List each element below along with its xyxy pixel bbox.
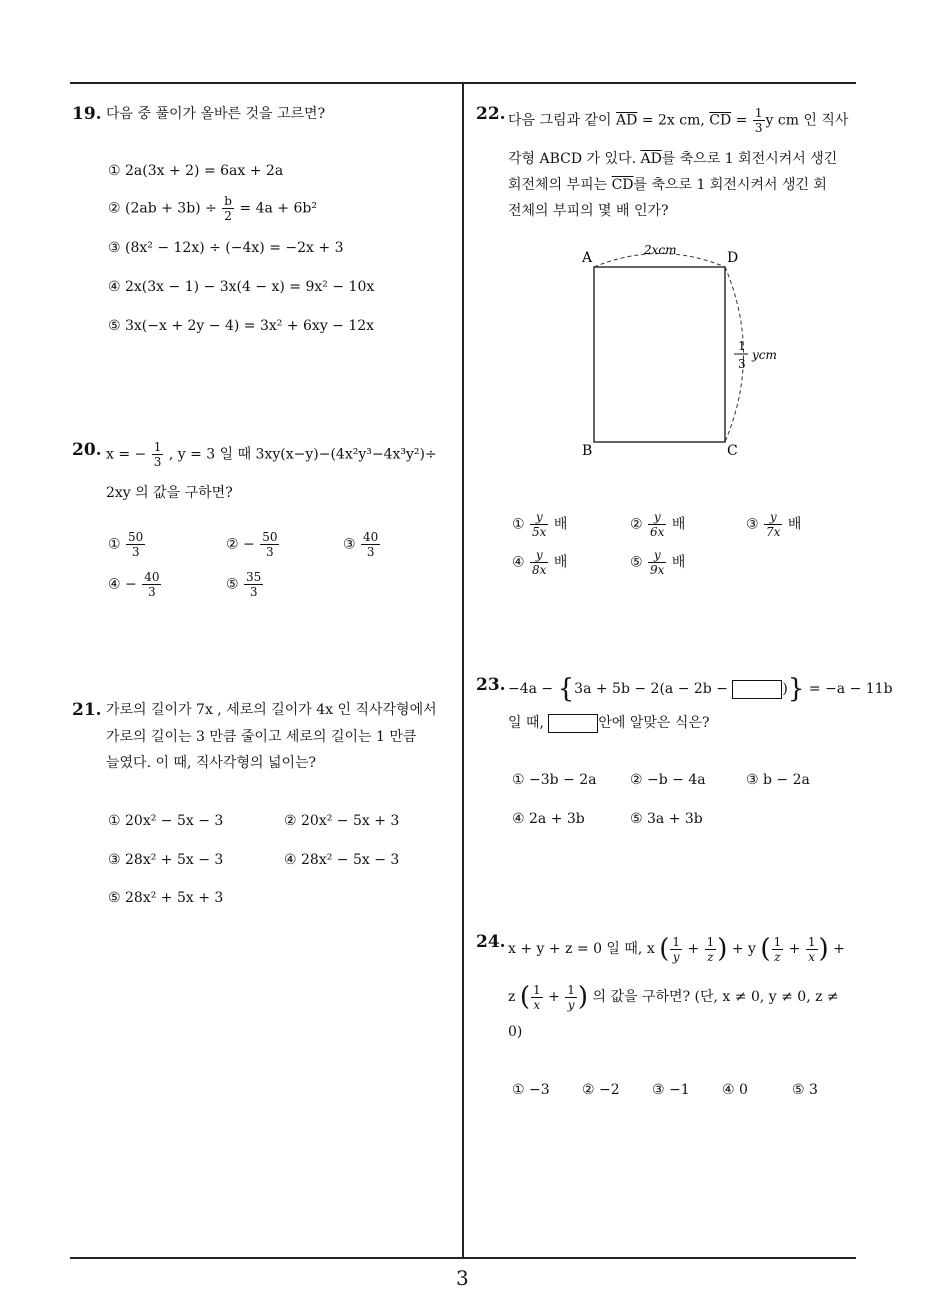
answer-blank-box[interactable] — [732, 680, 782, 699]
fraction — [152, 440, 164, 469]
fraction — [648, 548, 666, 577]
question-stem-line-1 — [508, 934, 845, 964]
choice-3[interactable] — [343, 530, 381, 559]
vertex-a-label: A — [582, 250, 593, 266]
numerator: y — [648, 510, 666, 525]
right-length-numerator: 1 — [738, 339, 746, 353]
stem-text: 3a + 5b − 2(a − 2b − — [574, 681, 728, 697]
choice-5[interactable]: ⑤ 3 — [792, 1082, 818, 1098]
vertex-b-label: B — [582, 443, 593, 459]
choice-2[interactable]: ② 20x² − 5x + 3 — [284, 813, 400, 829]
choice-1[interactable]: ① −3 — [512, 1082, 550, 1098]
stem-text: 를 축으로 1 회전시켜서 생긴 — [661, 151, 838, 167]
question-stem-line-3: 늘였다. 이 때, 직사각형의 넓이는? — [106, 755, 317, 771]
stem-text: x = − — [106, 446, 147, 463]
choice-text: ② (2ab + 3b) ÷ — [108, 200, 217, 217]
choice-mark: ③ — [746, 516, 759, 533]
stem-text: 안에 알맞은 식은? — [598, 715, 710, 731]
segment-label: $\overline{CD}$ — [611, 177, 634, 193]
choice-5[interactable]: ⑤ 3a + 3b — [630, 811, 703, 827]
question-stem-line-3: 0) — [508, 1024, 523, 1040]
stem-text: + — [833, 941, 845, 957]
choice-4[interactable]: ④ 28x² − 5x − 3 — [284, 852, 400, 868]
stem-text: 회전체의 부피는 — [508, 177, 608, 193]
unit-text: 배 — [553, 554, 568, 571]
numerator: 1 — [533, 982, 541, 997]
segment-label: $\overline{AD}$ — [616, 112, 638, 129]
denominator: 3 — [266, 545, 274, 559]
denominator: 3 — [153, 455, 162, 469]
question-number: 19. — [72, 104, 102, 124]
question-stem-line-1 — [508, 674, 893, 704]
question-number: 21. — [72, 700, 102, 720]
numerator: 1 — [153, 440, 162, 454]
fraction — [648, 510, 666, 539]
denominator: 7x — [766, 525, 781, 539]
stem-text: 를 축으로 1 회전시켜서 생긴 회 — [633, 177, 827, 193]
question-stem: 다음 중 풀이가 올바른 것을 고르면? — [106, 106, 326, 122]
choice-1[interactable]: ① 2a(3x + 2) = 6ax + 2a — [108, 163, 284, 179]
fraction — [142, 570, 161, 599]
choice-5[interactable] — [226, 570, 264, 599]
stem-text: 의 값을 구하면? (단, x ≠ 0, y ≠ 0, z ≠ — [592, 989, 839, 1005]
right-length-unit: ycm — [752, 348, 777, 362]
numerator: 40 — [144, 570, 160, 584]
question-stem-line-3 — [508, 174, 827, 194]
numerator: 1 — [754, 106, 763, 120]
denominator: 3 — [249, 585, 258, 599]
fraction — [764, 510, 782, 539]
operator: + — [548, 989, 560, 1005]
rectangle-figure — [570, 238, 800, 468]
choice-mark: ③ — [343, 536, 356, 553]
fraction — [531, 983, 543, 1012]
choice-mark: ① — [512, 516, 525, 533]
fraction — [565, 983, 577, 1012]
numerator: 50 — [262, 530, 278, 544]
choice-1[interactable] — [512, 510, 567, 539]
choice-3[interactable] — [746, 510, 801, 539]
denominator: 3 — [754, 121, 763, 135]
choice-1[interactable]: ① 20x² − 5x − 3 — [108, 813, 224, 829]
choice-3[interactable]: ③ b − 2a — [746, 772, 810, 788]
stem-text: + y — [731, 941, 756, 957]
vertex-c-label: C — [727, 443, 738, 459]
denominator: 8x — [532, 563, 547, 577]
fraction — [530, 510, 548, 539]
question-stem-line-2: 가로의 길이는 3 만큼 줄이고 세로의 길이는 1 만큼 — [106, 729, 417, 745]
numerator: 40 — [363, 530, 379, 544]
denominator: 2 — [224, 209, 232, 223]
numerator: y — [648, 548, 666, 563]
denominator: y — [567, 997, 575, 1012]
choice-1[interactable] — [108, 530, 146, 559]
choice-4[interactable] — [108, 570, 162, 599]
fraction — [222, 194, 234, 223]
numerator: 1 — [807, 934, 816, 949]
numerator: y — [530, 510, 548, 525]
denominator: z — [774, 949, 781, 964]
choice-5[interactable]: ⑤ 3x(−x + 2y − 4) = 3x² + 6xy − 12x — [108, 318, 375, 334]
fraction — [244, 570, 263, 599]
right-paren: ) — [818, 934, 829, 964]
right-length-denominator: 3 — [738, 357, 746, 371]
choice-mark: ② − — [226, 536, 255, 553]
column-divider — [462, 82, 464, 1258]
numerator: 1 — [706, 934, 715, 949]
stem-text: z — [508, 989, 516, 1005]
stem-text: x + y + z = 0 일 때, x — [508, 941, 655, 957]
left-paren: ( — [760, 934, 771, 964]
choice-5[interactable] — [630, 548, 685, 577]
choice-2[interactable] — [108, 194, 317, 223]
question-number: 23. — [476, 675, 506, 695]
numerator: 1 — [567, 982, 575, 997]
vertex-d-label: D — [727, 250, 739, 266]
question-stem-line-4: 전체의 부피의 몇 배 인가? — [508, 203, 669, 219]
unit-text: 배 — [671, 554, 686, 571]
fraction — [126, 530, 145, 559]
choice-4[interactable]: ④ 0 — [722, 1082, 748, 1098]
numerator: y — [530, 548, 548, 563]
answer-blank-box[interactable] — [548, 714, 598, 733]
choice-4[interactable] — [512, 548, 567, 577]
choice-2[interactable]: ② −b − 4a — [630, 772, 706, 788]
question-stem-line-2: 2xy 의 값을 구하면? — [106, 485, 233, 501]
denominator: 3 — [131, 545, 140, 559]
page-number: 3 — [456, 1266, 469, 1290]
choice-4[interactable]: ④ 2a + 3b — [512, 811, 585, 827]
stem-text: −4a − — [508, 681, 554, 697]
fraction — [772, 935, 784, 964]
choice-2[interactable]: ② −2 — [582, 1082, 620, 1098]
unit-text: 배 — [787, 516, 802, 533]
question-number: 24. — [476, 932, 506, 952]
choice-5[interactable]: ⑤ 28x² + 5x + 3 — [108, 890, 224, 906]
bottom-rule — [70, 1257, 856, 1259]
left-brace: { — [557, 674, 575, 704]
denominator: y — [672, 949, 680, 964]
question-stem-line-2 — [508, 148, 837, 168]
choice-mark: ① — [108, 536, 121, 553]
segment-label: $\overline{AD}$ — [640, 151, 662, 167]
unit-text: 배 — [671, 516, 686, 533]
fraction — [753, 106, 765, 135]
denominator: z — [707, 949, 714, 964]
right-paren: ) — [717, 934, 728, 964]
stem-text: y cm 인 직사 — [765, 112, 849, 129]
question-stem-line-2 — [508, 982, 839, 1012]
question-stem-line-1 — [508, 106, 848, 135]
denominator: 6x — [650, 525, 665, 539]
fraction — [361, 530, 380, 559]
choice-1[interactable]: ① −3b − 2a — [512, 772, 597, 788]
question-stem-line-1: 가로의 길이가 7x , 세로의 길이가 4x 인 직사각형에서 — [106, 702, 437, 718]
numerator: 1 — [672, 934, 680, 949]
numerator: 50 — [128, 530, 144, 544]
denominator: 3 — [148, 585, 156, 599]
rectangle-abcd — [594, 267, 725, 442]
choice-3[interactable]: ③ 28x² + 5x − 3 — [108, 852, 224, 868]
question-number: 20. — [72, 440, 102, 460]
stem-text: 다음 그림과 같이 — [508, 112, 612, 129]
choice-3[interactable]: ③ −1 — [652, 1082, 690, 1098]
numerator: y — [764, 510, 782, 525]
question-stem-line-2 — [508, 712, 709, 733]
stem-text: 각형 ABCD 가 있다. — [508, 151, 637, 167]
choice-text: = 4a + 6b² — [239, 200, 317, 217]
stem-text: , y = 3 일 때 3xy(x−y)−(4x²y³−4x³y²)÷ — [168, 446, 437, 463]
fraction — [670, 935, 682, 964]
choice-4[interactable]: ④ 2x(3x − 1) − 3x(4 − x) = 9x² − 10x — [108, 279, 375, 295]
choice-mark: ② — [630, 516, 643, 533]
right-paren: ) — [577, 982, 589, 1012]
denominator: 9x — [650, 563, 665, 577]
question-stem-line-1 — [106, 440, 437, 469]
right-brace: } — [787, 674, 805, 704]
choice-mark: ④ — [512, 554, 525, 571]
stem-text: ) — [782, 681, 788, 697]
choice-mark: ⑤ — [226, 576, 239, 593]
numerator: 1 — [773, 934, 782, 949]
operator: + — [788, 941, 801, 957]
denominator: 5x — [532, 525, 547, 539]
numerator: 35 — [246, 570, 262, 584]
stem-text: = 2x cm, — [641, 112, 705, 129]
left-paren: ( — [659, 934, 670, 964]
choice-mark: ④ − — [108, 576, 137, 593]
stem-text: 일 때, — [508, 715, 544, 731]
left-paren: ( — [519, 982, 530, 1012]
operator: + — [687, 941, 700, 957]
top-length-label: 2xcm — [644, 243, 677, 257]
fraction — [806, 935, 818, 964]
denominator: 3 — [366, 545, 375, 559]
denominator: x — [808, 949, 816, 964]
numerator: b — [224, 194, 232, 208]
stem-text: = −a − 11b — [808, 681, 893, 697]
denominator: x — [533, 997, 541, 1012]
fraction — [530, 548, 548, 577]
choice-2[interactable] — [630, 510, 685, 539]
choice-2[interactable] — [226, 530, 280, 559]
choice-mark: ⑤ — [630, 554, 643, 571]
segment-label: $\overline{CD}$ — [709, 112, 732, 129]
question-number: 22. — [476, 104, 506, 124]
stem-text: = — [735, 112, 748, 129]
choice-3[interactable]: ③ (8x² − 12x) ÷ (−4x) = −2x + 3 — [108, 240, 344, 256]
unit-text: 배 — [553, 516, 568, 533]
fraction — [705, 935, 717, 964]
fraction — [260, 530, 279, 559]
